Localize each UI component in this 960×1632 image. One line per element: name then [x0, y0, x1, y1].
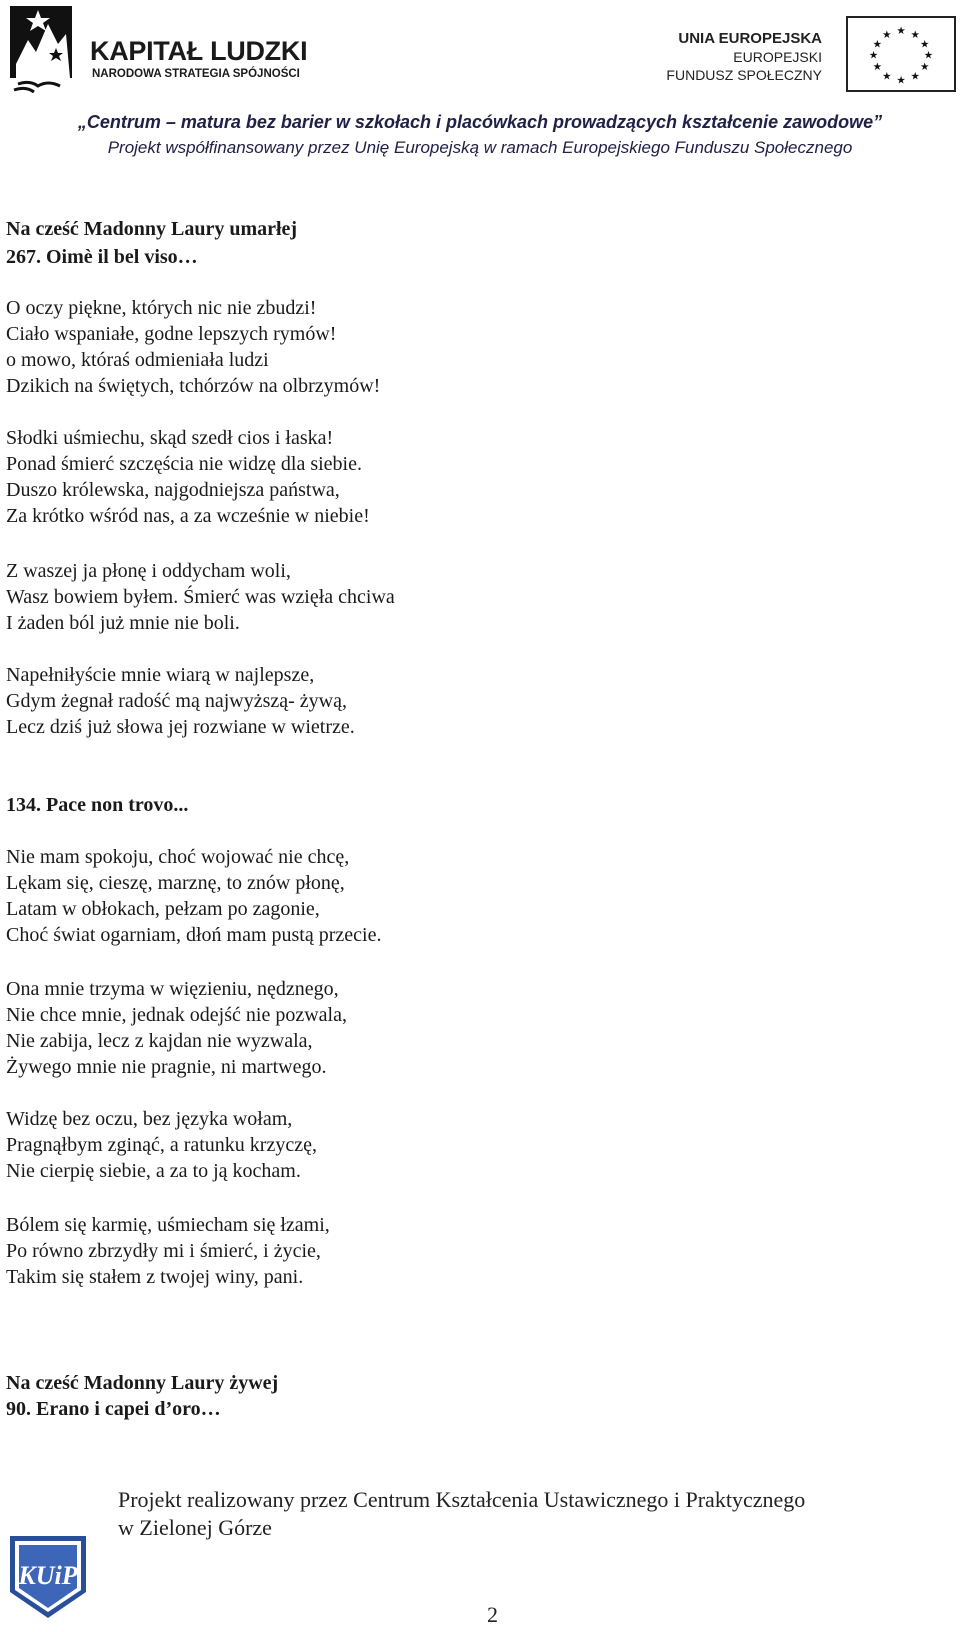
poem-line: Nie cierpię siebie, a za to ją kocham.: [6, 1160, 301, 1182]
footer-line-1: Projekt realizowany przez Centrum Kształcenia Ustawicznego i Praktycznego: [118, 1487, 806, 1512]
poem-line: Gdym żegnał radość mą najwyższą- żywą,: [6, 690, 347, 712]
poem-line: Widzę bez oczu, bez języka wołam,: [6, 1108, 293, 1130]
poem-line: Pragnąłbym zginąć, a ratunku krzyczę,: [6, 1134, 317, 1156]
poem-title: 134. Pace non trovo...: [6, 794, 189, 816]
poem-line: Nie zabija, lecz z kajdan nie wyzwala,: [6, 1030, 313, 1052]
poem-line: Ponad śmierć szczęścia nie widzę dla siebie.: [6, 453, 362, 475]
kapital-ludzki-title: KAPITAŁ LUDZKI: [90, 36, 308, 66]
poem-line: Nie mam spokoju, choć wojować nie chcę,: [6, 846, 350, 868]
poem-line: Wasz bowiem byłem. Śmierć was wzięła chciwa: [6, 586, 395, 608]
project-title: „Centrum – matura bez barier w szkołach i placówkach prowadzących kształcenie zawodowe”: [77, 112, 883, 132]
kuip-logo-text: KUiP: [18, 1561, 78, 1590]
svg-text:★: ★: [920, 62, 930, 74]
poem-line: Po równo zbrzydły mi i śmierć, i życie,: [6, 1240, 321, 1262]
project-subtitle: Projekt współfinansowany przez Unię Europejską w ramach Europejskiego Funduszu Społecznego: [107, 138, 853, 157]
poem-line: Żywego mnie nie pragnie, ni martwego.: [6, 1056, 327, 1078]
poem-line: Napełniłyście mnie wiarą w najlepsze,: [6, 664, 315, 686]
kapital-ludzki-logo: [8, 4, 308, 94]
poem-line: Bólem się karmię, uśmiecham się łzami,: [6, 1214, 330, 1236]
poem-line: Ona mnie trzyma w więzieniu, nędznego,: [6, 978, 339, 1000]
poem-line: Nie chce mnie, jednak odejść nie pozwala,: [6, 1004, 347, 1026]
section-heading: Na cześć Madonny Laury umarłej: [6, 218, 298, 240]
poem-line: Słodki uśmiechu, skąd szedł cios i łaska!: [6, 427, 334, 449]
svg-text:★: ★: [868, 50, 879, 62]
kuip-logo-icon: [4, 1532, 92, 1622]
poem-line: Duszo królewska, najgodniejsza państwa,: [6, 479, 340, 501]
poem-line: Z waszej ja płonę i oddycham woli,: [6, 560, 291, 582]
svg-text:★: ★: [910, 29, 920, 41]
svg-text:★: ★: [920, 39, 930, 51]
footer-line-2: w Zielonej Górze: [118, 1515, 272, 1540]
svg-text:★: ★: [872, 62, 882, 74]
poem-line: Lękam się, cieszę, marznę, to znów płonę,: [6, 872, 345, 894]
svg-text:★: ★: [896, 26, 906, 38]
section-heading: Na cześć Madonny Laury żywej: [6, 1372, 279, 1394]
poem-line: Ciało wspaniałe, godne lepszych rymów!: [6, 323, 337, 345]
eu-logo: [660, 16, 956, 96]
svg-text:★: ★: [923, 50, 934, 62]
kapital-ludzki-emblem-icon: [8, 4, 88, 94]
poem-line: Za krótko wśród nas, a za wcześnie w niebie!: [6, 505, 370, 527]
poem-line: I żaden ból już mnie nie boli.: [6, 612, 240, 634]
poem-line: Latam w obłokach, pełzam po zagonie,: [6, 898, 320, 920]
poem-line: Takim się stałem z twojej winy, pani.: [6, 1266, 304, 1288]
eu-line-3: FUNDUSZ SPOŁECZNY: [666, 67, 822, 83]
eu-flag-icon: [846, 16, 956, 92]
page-number: 2: [487, 1602, 498, 1627]
poem-line: Dzikich na świętych, tchórzów na olbrzymów!: [6, 375, 381, 397]
svg-text:★: ★: [910, 71, 920, 83]
eu-line-1: UNIA EUROPEJSKA: [678, 30, 822, 47]
poem-line: O oczy piękne, których nic nie zbudzi!: [6, 297, 317, 319]
svg-text:★: ★: [872, 39, 882, 51]
svg-text:★: ★: [882, 29, 892, 41]
kapital-ludzki-subtitle: NARODOWA STRATEGIA SPÓJNOŚCI: [92, 68, 300, 80]
poem-title: 267. Oimè il bel viso…: [6, 246, 198, 268]
eu-logo-text: [666, 30, 822, 84]
svg-text:★: ★: [882, 71, 892, 83]
poem-title: 90. Erano i capei d’oro…: [6, 1398, 221, 1420]
poem-line: Choć świat ogarniam, dłoń mam pustą przecie.: [6, 924, 382, 946]
poem-line: Lecz dziś już słowa jej rozwiane w wietrze.: [6, 716, 355, 738]
svg-text:★: ★: [896, 75, 906, 87]
poem-line: o mowo, któraś odmieniała ludzi: [6, 349, 269, 371]
eu-line-2: EUROPEJSKI: [733, 49, 822, 65]
page-header: [0, 0, 960, 157]
